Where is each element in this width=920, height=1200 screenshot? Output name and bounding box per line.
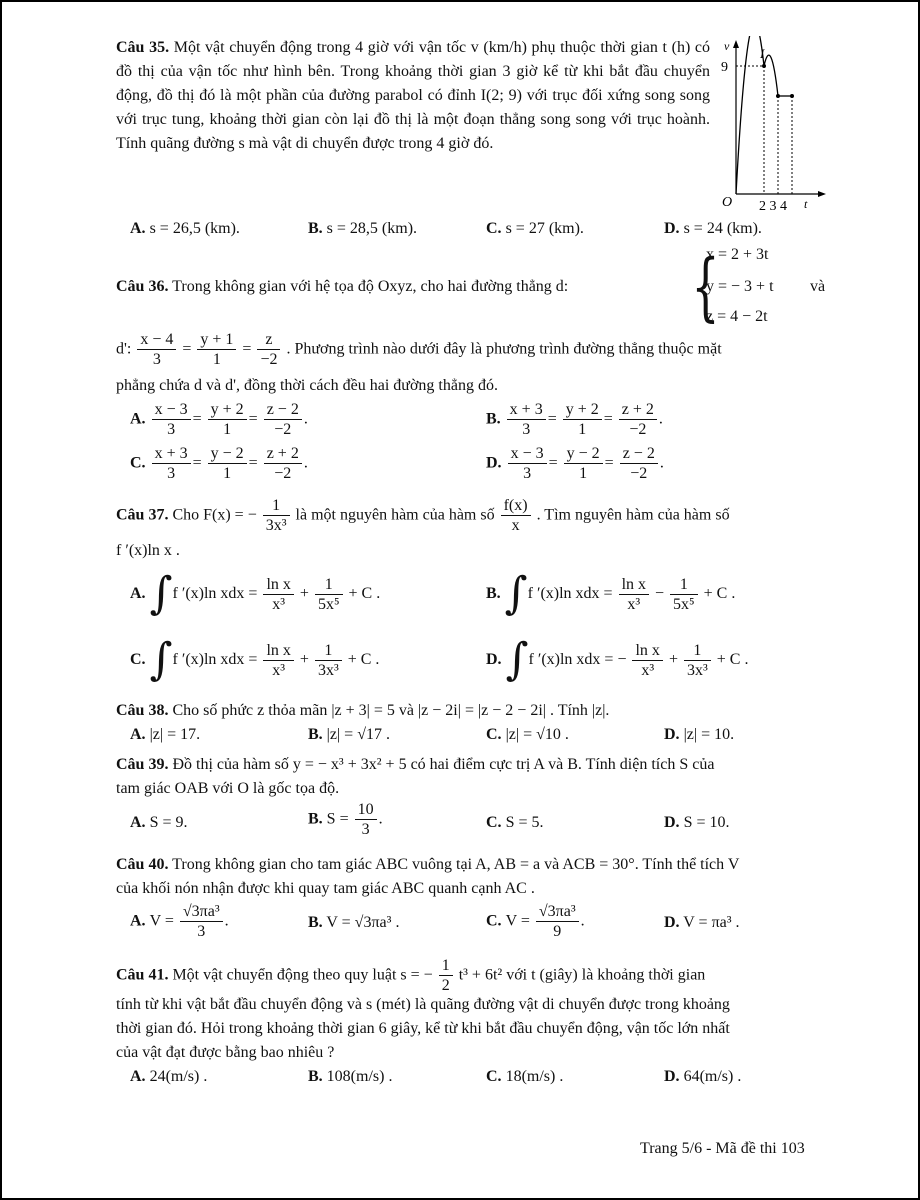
graph-o-label: O bbox=[722, 195, 733, 210]
q38-option-a[interactable]: A. |z| = 17. bbox=[130, 726, 201, 743]
q36-option-d[interactable]: D. $\frac{x - 3}{3}$ = $\frac{y - 2}{1}$ = $\frac{z - 2}{-2}$ . bbox=[486, 445, 664, 482]
question-36-text3: phẳng chứa d và d', đồng thời cách đều hai đường thẳng đó. bbox=[116, 377, 498, 394]
question-36 bbox=[116, 278, 568, 296]
question-41: Câu 41. Một vật chuyển động theo quy luật s = − $\frac{1}{2}$ t³ + 6t² với t (giây) là khoảng thời gian bbox=[116, 957, 706, 994]
q35-option-b[interactable]: B. s = 28,5 (km). bbox=[308, 220, 418, 237]
question-38: Câu 38. Cho số phức z thỏa mãn |z + 3| = 5 và |z − 2i| = |z − 2 − 2i| . Tính |z|. bbox=[116, 702, 610, 719]
q38-option-b[interactable]: B. |z| = √17 . bbox=[308, 726, 390, 743]
question-40-line2: của khối nón nhận được khi quay tam giác ABC quanh cạnh AC . bbox=[116, 880, 535, 897]
q41-option-b[interactable]: B. 108(m/s) . bbox=[308, 1068, 393, 1085]
q41-option-c[interactable]: C. 18(m/s) . bbox=[486, 1068, 564, 1085]
page-footer: Trang 5/6 - Mã đề thi 103 bbox=[640, 1140, 805, 1157]
question-36-text: Trong không gian với hệ tọa độ Oxyz, cho hai đường thẳng d: bbox=[172, 278, 569, 295]
q40-option-c[interactable]: C. V = $\frac{\text{√3πa³}}{9}$ . bbox=[486, 903, 585, 940]
graph-ticks-label: 2 3 4 bbox=[759, 199, 787, 214]
velocity-graph bbox=[712, 36, 830, 216]
question-35 bbox=[116, 36, 710, 156]
question-37: Câu 37. Cho F(x) = − $\frac{1}{\text{3x³}}$ là một nguyên hàm của hàm số $\frac{f(x)}{x}$ . Tìm nguyên hàm của hàm số bbox=[116, 497, 730, 534]
question-41-line4: của vật đạt được bằng bao nhiêu ? bbox=[116, 1044, 335, 1061]
question-37-line2: f ′(x)ln x . bbox=[116, 542, 180, 559]
q37-option-a[interactable]: A. ∫f ′(x)ln xdx = $\frac{\text{ln x}}{\text{x³}}$ + $\frac{1}{\text{5x⁵}}$ + C . bbox=[130, 568, 381, 619]
q39-option-d[interactable]: D. S = 10. bbox=[664, 814, 730, 831]
sys-eq-y: y = − 3 + t bbox=[706, 278, 774, 295]
q37-option-b[interactable]: B. ∫f ′(x)ln xdx = $\frac{\text{ln x}}{\text{x³}}$ − $\frac{1}{\text{5x⁵}}$ + C . bbox=[486, 568, 736, 619]
q35-option-a[interactable]: A. s = 26,5 (km). bbox=[130, 220, 240, 237]
q37-option-d[interactable]: D. ∫f ′(x)ln xdx = − $\frac{\text{ln x}}{\text{x³}}$ + $\frac{1}{\text{3x³}}$ + C . bbox=[486, 634, 749, 685]
q41-option-d[interactable]: D. 64(m/s) . bbox=[664, 1068, 742, 1085]
q36-option-a[interactable]: A. $\frac{x - 3}{3}$ = $\frac{y + 2}{1}$ = $\frac{z - 2}{-2}$ . bbox=[130, 401, 308, 438]
and-word: và bbox=[810, 278, 826, 295]
q38-option-c[interactable]: C. |z| = √10 . bbox=[486, 726, 569, 743]
q39-option-b[interactable]: B. S = $\frac{10}{3}$ . bbox=[308, 801, 383, 838]
question-39: Câu 39. Đồ thị của hàm số y = − x³ + 3x² + 5 có hai điểm cực trị A và B. Tính diện tích S của bbox=[116, 756, 715, 773]
q40-option-d[interactable]: D. V = πa³ . bbox=[664, 914, 740, 931]
sys-eq-z: z = 4 − 2t bbox=[706, 308, 768, 325]
question-41-line3: thời gian đó. Hỏi trong khoảng thời gian 6 giây, kể từ khi bắt đầu chuyển động, vận tốc lớn nhất bbox=[116, 1020, 730, 1037]
line-d-prime: d': $\frac{x - 4}{3}$ = $\frac{y + 1}{1}$ = $\frac{z}{-2}$ . Phương trình nào dưới đây là phương trình đường thẳng thuộc mặt bbox=[116, 331, 722, 368]
question-40: Câu 40. Trong không gian cho tam giác ABC vuông tại A, AB = a và ACB = 30°. Tính thể tích V bbox=[116, 856, 740, 873]
q36-option-b[interactable]: B. $\frac{x + 3}{3}$ = $\frac{y + 2}{1}$ = $\frac{z + 2}{-2}$ . bbox=[486, 401, 663, 438]
q35-option-d[interactable]: D. s = 24 (km). bbox=[664, 220, 762, 237]
q40-option-b[interactable]: B. V = √3πa³ . bbox=[308, 914, 400, 931]
q38-option-d[interactable]: D. |z| = 10. bbox=[664, 726, 735, 743]
q35-option-c[interactable]: C. s = 27 (km). bbox=[486, 220, 584, 237]
sys-eq-x: x = 2 + 3t bbox=[706, 246, 769, 263]
graph-9-label: 9 bbox=[721, 60, 728, 75]
q39-option-c[interactable]: C. S = 5. bbox=[486, 814, 544, 831]
question-35-label: Câu 35. bbox=[116, 39, 170, 56]
q39-option-a[interactable]: A. S = 9. bbox=[130, 814, 188, 831]
graph-i-label: I bbox=[760, 46, 765, 61]
graph-v-label: v bbox=[724, 39, 730, 53]
q36-option-c[interactable]: C. $\frac{x + 3}{3}$ = $\frac{y - 2}{1}$ = $\frac{z + 2}{-2}$ . bbox=[130, 445, 308, 482]
question-41-line2: tính từ khi vật bắt đầu chuyển động và s (mét) là quãng đường vật di chuyển được trong khoảng bbox=[116, 996, 730, 1013]
question-39-line2: tam giác OAB với O là gốc tọa độ. bbox=[116, 780, 340, 797]
question-35-text: Một vật chuyển động trong 4 giờ với vận tốc v (km/h) phụ thuộc thời gian t (h) có đồ thị của vận tốc như hình bên. Trong khoảng thời gian 3 giờ kể từ khi bắt đầu chuyển động, đồ thị đó là một phần của đường parabol có đỉnh I(2; 9) với trục đối xứng song song với trục tung, khoảng thời gian còn lại đồ thị là một đoạn thẳng song song với trục hoành. Tính quãng đường s mà vật di chuyển được trong 4 giờ đó. bbox=[116, 39, 711, 152]
q37-option-c[interactable]: C. ∫f ′(x)ln xdx = $\frac{\text{ln x}}{\text{x³}}$ + $\frac{1}{\text{3x³}}$ + C . bbox=[130, 634, 380, 685]
q40-option-a[interactable]: A. V = $\frac{\text{√3πa³}}{3}$ . bbox=[130, 903, 229, 940]
graph-t-label: t bbox=[804, 197, 808, 211]
q41-option-a[interactable]: A. 24(m/s) . bbox=[130, 1068, 208, 1085]
question-36-label: Câu 36. bbox=[116, 278, 169, 295]
